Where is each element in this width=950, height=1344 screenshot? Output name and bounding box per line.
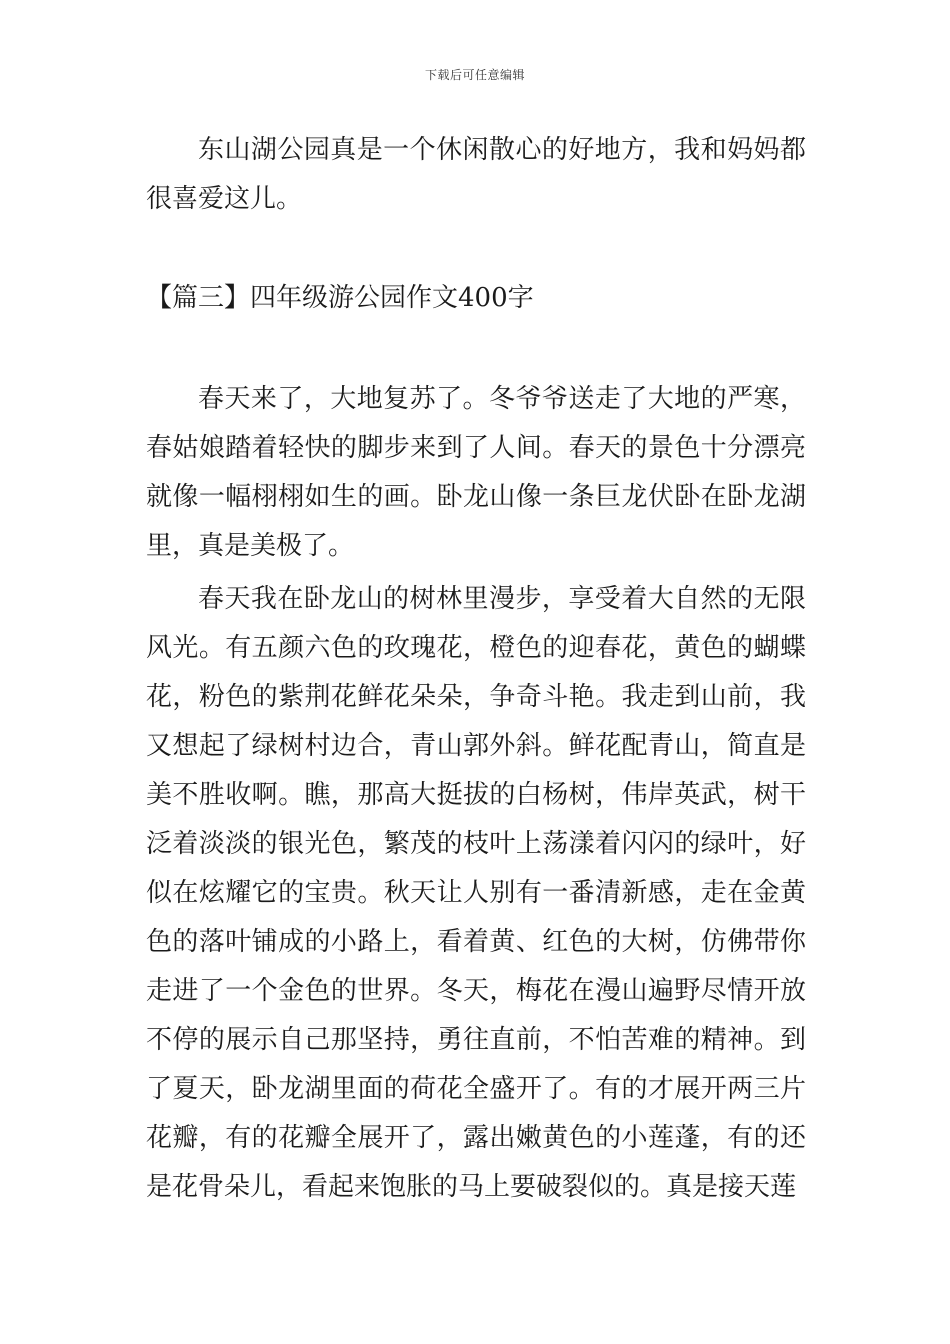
section-heading: 【篇三】四年级游公园作文400字 <box>146 283 534 313</box>
paragraph-spring: 春天来了，大地复苏了。冬爷爷送走了大地的严寒，春姑娘踏着轻快的脚步来到了人间。春天的景色十分漂亮就像一幅栩栩如生的画。卧龙山像一条巨龙伏卧在卧龙湖里，真是美极了。 <box>146 384 806 561</box>
paragraph-walk: 春天我在卧龙山的树林里漫步，享受着大自然的无限风光。有五颜六色的玫瑰花，橙色的迎春花，黄色的蝴蝶花，粉色的紫荆花鲜花朵朵，争奇斗艳。我走到山前，我又想起了绿树村边合，青山郭外斜。鲜花配青山，简直是美不胜收啊。瞧，那高大挺拔的白杨树，伟岸英武，树干泛着淡淡的银光色，繁茂的枝叶上荡漾着闪闪的绿叶，好似在炫耀它的宝贵。秋天让人别有一番清新感，走在金黄色的落叶铺成的小路上，看着黄、红色的大树，仿佛带你走进了一个金色的世界。冬天，梅花在漫山遍野尽情开放不停的展示自己那坚持，勇往直前，不怕苦难的精神。到了夏天，卧龙湖里面的荷花全盛开了。有的才展开两三片花瓣，有的花瓣全展开了，露出嫩黄色的小莲蓬，有的还是花骨朵儿，看起来饱胀的马上要破裂似的。真是接天莲 <box>146 584 806 1202</box>
header-note: 下载后可任意编辑 <box>424 68 525 82</box>
paragraph-intro: 东山湖公园真是一个休闲散心的好地方，我和妈妈都很喜爱这儿。 <box>146 135 806 214</box>
